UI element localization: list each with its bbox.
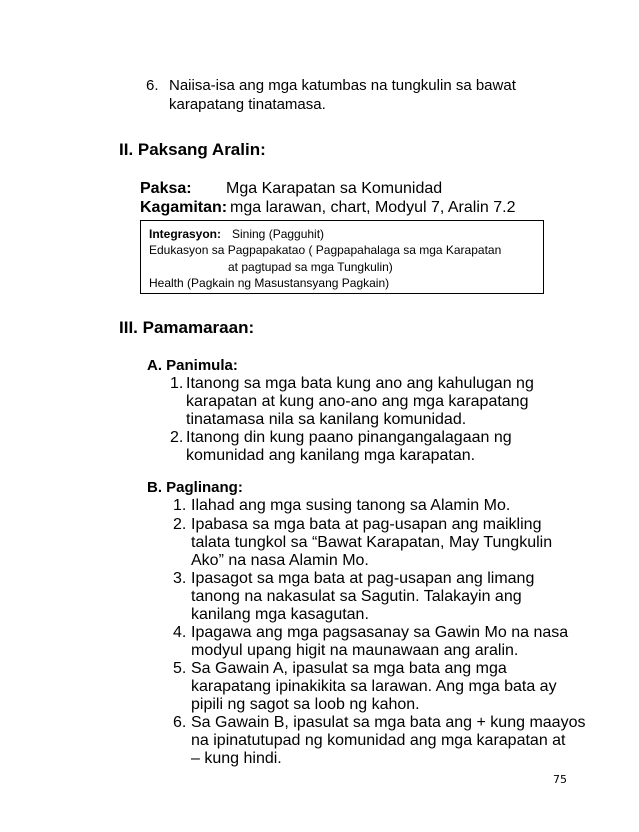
- paksa-value: Mga Karapatan sa Komunidad: [226, 180, 443, 197]
- paksa-label: Paksa:: [140, 180, 192, 197]
- panimula-2-line1: Itanong din kung paano pinangangalagaan ng: [186, 429, 512, 446]
- integrasyon-line3: at pagtupad sa mga Tungkulin): [228, 260, 393, 274]
- kagamitan-label: Kagamitan:: [140, 199, 228, 216]
- paglinang-5-line3: pipili ng sagot sa loob ng kahon.: [191, 696, 420, 713]
- paglinang-2-number: 2.: [173, 516, 187, 533]
- paglinang-3-line2: tanong na nakasulat sa Sagutin. Talakayin ang: [191, 588, 522, 605]
- paglinang-6-line1: Sa Gawain B, ipasulat sa mga bata ang + kung maayos: [191, 714, 586, 731]
- integrasyon-label: Integrasyon:: [149, 227, 222, 241]
- integrasyon-line4: Health (Pagkain ng Masustansyang Pagkain): [149, 276, 390, 290]
- integrasyon-value: Sining (Pagguhit): [232, 227, 325, 241]
- paglinang-3-number: 3.: [173, 570, 187, 587]
- panimula-heading: A. Panimula:: [147, 357, 238, 374]
- panimula-1-number: 1.: [170, 375, 184, 392]
- objective-6-line1: Naiisa-isa ang mga katumbas na tungkulin sa bawat: [169, 77, 516, 94]
- panimula-1-line1: Itanong sa mga bata kung ano ang kahulugan ng: [186, 375, 534, 392]
- paglinang-1-line1: Ilahad ang mga susing tanong sa Alamin Mo.: [191, 497, 511, 514]
- section-iii-heading: III. Pamamaraan:: [119, 318, 255, 337]
- panimula-2-number: 2.: [170, 429, 184, 446]
- objective-6-number: 6.: [146, 77, 159, 94]
- page-number: 75: [553, 773, 567, 786]
- paglinang-3-line1: Ipasagot sa mga bata at pag-usapan ang limang: [191, 570, 535, 587]
- paglinang-4-line1: Ipagawa ang mga pagsasanay sa Gawin Mo na nasa: [191, 624, 569, 641]
- paglinang-2-line3: Ako” na nasa Alamin Mo.: [191, 552, 369, 569]
- panimula-1-line2: karapatan at kung ano-ano ang mga karapatang: [186, 393, 529, 410]
- panimula-2-line2: komunidad ang kanilang mga karapatan.: [186, 447, 476, 464]
- paglinang-6-line2: na ipinatutupad ng komunidad ang mga karapatan at: [191, 732, 566, 749]
- paglinang-5-line1: Sa Gawain A, ipasulat sa mga bata ang mga: [191, 660, 507, 677]
- paglinang-4-number: 4.: [173, 624, 187, 641]
- paglinang-6-line3: – kung hindi.: [191, 750, 282, 767]
- paglinang-2-line1: Ipabasa sa mga bata at pag-usapan ang maikling: [191, 516, 542, 533]
- paglinang-3-line3: kanilang mga kasagutan.: [191, 606, 369, 623]
- panimula-1-line3: tinatamasa nila sa kanilang komunidad.: [186, 411, 467, 428]
- paglinang-heading: B. Paglinang:: [147, 479, 243, 496]
- section-ii-heading: II. Paksang Aralin:: [119, 140, 266, 159]
- kagamitan-value: mga larawan, chart, Modyul 7, Aralin 7.2: [230, 199, 516, 216]
- paglinang-4-line2: modyul upang higit na maunawaan ang aralin.: [191, 642, 519, 659]
- paglinang-5-number: 5.: [173, 660, 187, 677]
- paglinang-6-number: 6.: [173, 714, 187, 731]
- integration-box: [140, 220, 544, 294]
- paglinang-5-line2: karapatang ipinakikita sa larawan. Ang mga bata ay: [191, 678, 557, 695]
- paglinang-1-number: 1.: [173, 497, 187, 514]
- integrasyon-line2: Edukasyon sa Pagpapakatao ( Pagpapahalaga sa mga Karapatan: [149, 243, 502, 257]
- paglinang-2-line2: talata tungkol sa “Bawat Karapatan, May Tungkulin: [191, 534, 553, 551]
- objective-6-line2: karapatang tinatamasa.: [169, 96, 326, 113]
